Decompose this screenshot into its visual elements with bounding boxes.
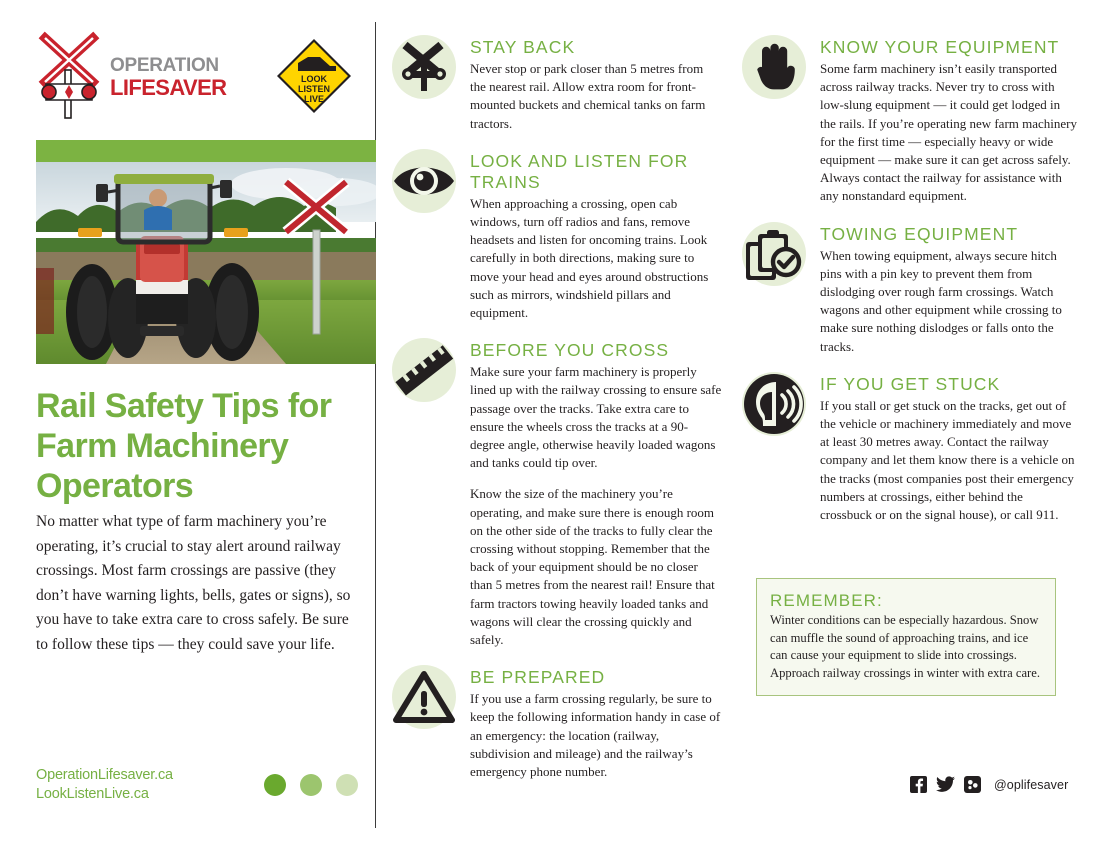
link-operation-lifesaver[interactable]: OperationLifesaver.ca: [36, 767, 173, 783]
page-title-line-2: Farm Machinery: [36, 427, 289, 465]
link-look-listen-live[interactable]: LookListenLive.ca: [36, 786, 149, 802]
social-links: [910, 776, 1068, 793]
railway-crossbuck-logo-icon: [36, 30, 102, 122]
tractor-photo: [36, 140, 376, 364]
logo-word-lifesaver: LIFESAVER: [110, 75, 227, 100]
twitter-icon[interactable]: [936, 776, 955, 793]
svg-text:LOOK: LOOK: [301, 74, 327, 84]
clipboard-check-icon: [742, 222, 810, 290]
dot-2: [300, 774, 322, 796]
remember-text: Winter conditions can be especially hazardous. Snow can muffle the sound of approaching trains, and ice can cause your equipment to slide into crossings. Approach railway crossings in winter with extra care.: [770, 613, 1040, 680]
tip-paragraph-2: Know the size of the machinery you’re operating, and make sure there is enough room on the other side of the tracks to fully clear the crossing without stopping. Remember that the back of your equipment should be no closer than 5 metres from the nearest rail! Ensure that farm tractors towing heavily loaded tanks and wagons will clear the crossing quickly and safely.: [470, 486, 715, 648]
tip-know-your-equipment: [742, 35, 1078, 206]
tips-column-2: [392, 35, 722, 797]
railway-crossbuck-icon: [392, 35, 460, 103]
tip-if-you-get-stuck: [742, 372, 1078, 524]
tip-heading: BE PREPARED: [470, 667, 606, 688]
tip-paragraph: When towing equipment, always secure hitch pins with a pin key to prevent them from dislodging over rough farm crossings. Watch wagons and other equipment while crossing to make sure nothing dislodges or falls onto the tracks.: [820, 247, 1062, 354]
tip-look-and-listen: [392, 149, 722, 322]
tip-paragraph: When approaching a crossing, open cab windows, turn off radios and fans, remove headsets and listen for oncoming trains. Look carefully in both directions, making sure to move your head and eyes around obstructions such as mirrors, windshield pillars and equipment.: [470, 195, 709, 321]
tip-be-prepared: [392, 665, 722, 781]
page-title-line-3: Operators: [36, 467, 194, 505]
tip-heading: KNOW YOUR EQUIPMENT: [820, 37, 1060, 57]
tip-heading: STAY BACK: [470, 37, 576, 57]
decorative-dots: [264, 774, 358, 796]
svg-text:LISTEN: LISTEN: [297, 84, 331, 94]
operation-lifesaver-logo: [36, 30, 232, 122]
tip-heading: TOWING EQUIPMENT: [820, 223, 1019, 244]
page-title-line-1: Rail Safety Tips for: [36, 387, 332, 425]
footer-left: [36, 766, 366, 804]
tip-stay-back: [392, 35, 722, 133]
social-handle: @oplifesaver: [994, 777, 1069, 792]
tip-paragraph: Never stop or park closer than 5 metres from the nearest rail. Allow extra room for front-mounted buckets and chemical tanks on farm tractors.: [470, 61, 706, 131]
tip-heading: BEFORE YOU CROSS: [470, 340, 670, 361]
page-title: [36, 386, 371, 506]
look-listen-live-sign-icon: [274, 36, 354, 116]
tip-heading: LOOK AND LISTEN FOR TRAINS: [470, 150, 689, 192]
logo-word-operation: OPERATION: [110, 55, 219, 76]
ruler-icon: [392, 338, 460, 406]
dot-1: [264, 774, 286, 796]
tip-paragraph: If you use a farm crossing regularly, be sure to keep the following information handy in case of an emergency: the location (railway, subdivision and mileage) and the railway’s emergency phone number.: [470, 691, 721, 780]
listen-head-icon: [742, 372, 810, 440]
tip-paragraph: If you stall or get stuck on the tracks, get out of the vehicle or machinery immediately and move at least 30 metres away. Contact the railway company and let them know there is a vehicle on the tracks (most companies post their emergency numbers at crossings, either behind the crossbuck or on the signal house), or call 911.: [820, 397, 1075, 523]
tip-towing-equipment: [742, 222, 1078, 356]
dot-3: [336, 774, 358, 796]
svg-text:LIVE: LIVE: [303, 94, 325, 104]
tip-before-you-cross: [392, 338, 722, 649]
remember-callout-box: [756, 578, 1056, 696]
tip-paragraph: Make sure your farm machinery is properly lined up with the railway crossing to ensure safe passage over the tracks. Take extra care to ensure the wheels cross the tracks at a 90-degree angle, otherwise heavily loaded wagons and tanks could tip over.: [470, 364, 722, 471]
tip-paragraph: Some farm machinery isn’t easily transported across railway tracks. Never try to cross with low-slung equipment — it could get lodged in the rails. If you’re operating new farm machinery for the first time — especially heavy or wide equipment — make sure it can get across safely. Always contact the railway for assistance with any nonstandard equipment.: [820, 61, 1078, 204]
logo-wordmark: [110, 56, 226, 99]
intro-paragraph: No matter what type of farm machinery you’re operating, it’s crucial to stay alert around railway crossings. Most farm crossings are passive (they don’t have warning lights, bells, gates or signs), so you have to take extra care to cross safely. Be sure to follow these tips — they could save your life.: [36, 513, 351, 653]
stop-hand-icon: [742, 35, 810, 103]
tips-column-3: [742, 35, 1078, 540]
warning-triangle-icon: [392, 665, 460, 733]
left-column: [36, 30, 356, 128]
tip-heading: IF YOU GET STUCK: [820, 373, 1001, 394]
flickr-icon[interactable]: [964, 776, 981, 793]
remember-heading: REMEMBER:: [770, 591, 883, 610]
facebook-icon[interactable]: [910, 776, 927, 793]
brand-row: [36, 30, 356, 128]
eye-icon: [392, 149, 460, 217]
